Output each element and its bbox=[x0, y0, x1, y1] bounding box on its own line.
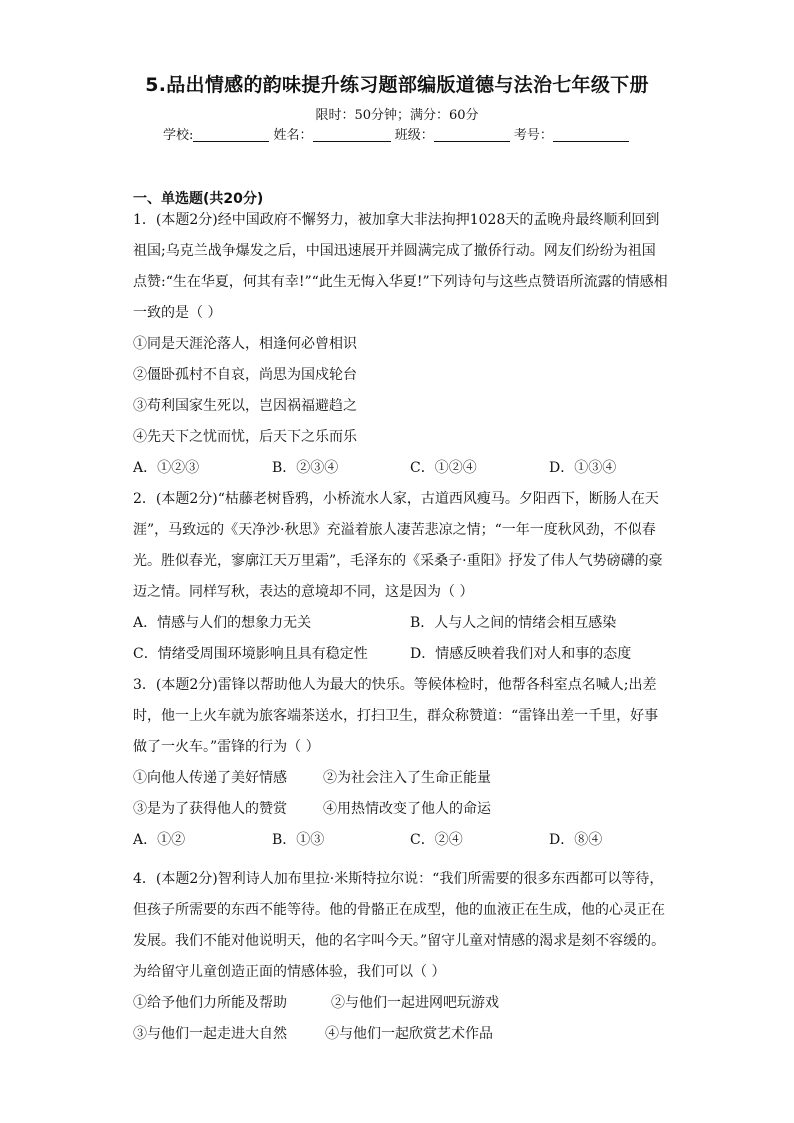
name-label: 姓名： bbox=[273, 128, 313, 143]
statement-item: ④用热情改变了他人的命运 bbox=[323, 801, 491, 817]
statement-row bbox=[133, 763, 663, 794]
statement-row bbox=[133, 1019, 663, 1050]
statement-item: ①同是天涯沦落人，相逢何必曾相识 bbox=[133, 336, 357, 352]
statement-item: ①向他人传递了美好情感 bbox=[133, 770, 287, 786]
question-text-line: 1．(本题2分)经中国政府不懈努力，被加拿大非法拘押1028天的孟晚舟最终顺利回到 bbox=[133, 212, 660, 228]
option-c[interactable]: C．情绪受周围环境影响且具有稳定性 bbox=[133, 646, 368, 662]
option-b[interactable]: B．人与人之间的情绪会相互感染 bbox=[410, 615, 617, 631]
class-label: 班级： bbox=[394, 128, 434, 143]
answer-options bbox=[133, 608, 663, 639]
option-a[interactable]: A．情感与人们的想象力无关 bbox=[133, 615, 312, 631]
option-d[interactable]: D．①③④ bbox=[549, 460, 617, 476]
class-blank[interactable] bbox=[434, 127, 510, 142]
question-text-line: 为给留守儿童创造正面的情感体验，我们可以（ ） bbox=[133, 964, 446, 980]
question-text-line: 2．(本题2分)“枯藤老树昏鸦，小桥流水人家，古道西风瘦马。夕阳西下，断肠人在天 bbox=[133, 491, 659, 507]
exam-number-label: 考号： bbox=[513, 128, 553, 143]
school-blank[interactable] bbox=[193, 127, 269, 142]
option-d[interactable]: D．情感反映着我们对人和事的态度 bbox=[410, 646, 632, 662]
option-c[interactable]: C．①②④ bbox=[410, 460, 477, 476]
question-text-line: 但孩子所需要的东西不能等待。他的骨骼正在成型，他的血液正在生成，他的心灵正在 bbox=[133, 902, 665, 918]
time-limit: 限时：50分钟；满分：60分 bbox=[315, 108, 479, 123]
statement-item: ②僵卧孤村不自哀，尚思为国戍轮台 bbox=[133, 367, 357, 383]
school-label: 学校: bbox=[163, 128, 194, 143]
option-b[interactable]: B．②③④ bbox=[272, 460, 339, 476]
option-a[interactable]: A．①② bbox=[133, 832, 186, 848]
question-text-line: 迈之情。同样写秋，表达的意境却不同，这是因为（ ） bbox=[133, 584, 474, 600]
option-b[interactable]: B．①③ bbox=[272, 832, 325, 848]
statement-item: ③苟利国家生死以，岂因祸福避趋之 bbox=[133, 398, 357, 414]
answer-options bbox=[133, 453, 663, 484]
exam-number-blank[interactable] bbox=[553, 127, 629, 142]
name-blank[interactable] bbox=[313, 127, 391, 142]
option-d[interactable]: D．⑧④ bbox=[549, 832, 603, 848]
statement-row bbox=[133, 988, 663, 1019]
statement-item: ④与他们一起欣赏艺术作品 bbox=[325, 1026, 493, 1042]
option-a[interactable]: A．①②③ bbox=[133, 460, 200, 476]
question-2 bbox=[133, 484, 663, 670]
question-text-line: 光。胜似春光，寥廓江天万里霜”，毛泽东的《采桑子·重阳》抒发了伟人气势磅礴的豪 bbox=[133, 553, 663, 569]
question-4 bbox=[133, 864, 666, 1050]
answer-options bbox=[133, 825, 663, 856]
statement-item: ②为社会注入了生命正能量 bbox=[323, 770, 491, 786]
question-text-line: 点赞:“生在华夏，何其有幸!”“此生无悔入华夏!”下列诗句与这些点赞语所流露的情感相 bbox=[133, 274, 668, 290]
question-text-line: 祖国;乌克兰战争爆发之后，中国迅速展开并圆满完成了撤侨行动。网友们纷纷为祖国 bbox=[133, 243, 656, 259]
question-1 bbox=[133, 205, 668, 484]
option-c[interactable]: C．②④ bbox=[410, 832, 463, 848]
student-info-line bbox=[163, 124, 629, 143]
question-text-line: 3．(本题2分)雷锋以帮助他人为最大的快乐。等候体检时，他帮各科室点名喊人;出差 bbox=[133, 677, 657, 693]
page-title: 5.品出情感的韵味提升练习题部编版道德与法治七年级下册 bbox=[145, 74, 649, 96]
question-text-line: 发展。我们不能对他说明天，他的名字叫今天。”留守儿童对情感的渴求是刻不容缓的。 bbox=[133, 933, 666, 949]
statement-item: ④先天下之忧而忧，后天下之乐而乐 bbox=[133, 429, 357, 445]
section-heading: 一、单选题(共20分) bbox=[133, 191, 264, 207]
answer-options bbox=[133, 639, 663, 670]
question-text-line: 时，他一上火车就为旅客端茶送水，打扫卫生，群众称赞道：“雷锋出差一千里，好事 bbox=[133, 708, 659, 724]
question-text-line: 做了一火车。”雷锋的行为（ ） bbox=[133, 739, 320, 755]
statement-row bbox=[133, 794, 663, 825]
statement-item: ③与他们一起走进大自然 bbox=[133, 1026, 287, 1042]
question-text-line: 涯”，马致远的《天净沙·秋思》充溢着旅人凄苦悲凉之情；“一年一度秋风劲，不似春 bbox=[133, 522, 656, 538]
question-text-line: 一致的是（ ） bbox=[133, 305, 222, 321]
question-3 bbox=[133, 670, 663, 856]
question-text-line: 4．(本题2分)智利诗人加布里拉·米斯特拉尔说：“我们所需要的很多东西都可以等待， bbox=[133, 871, 664, 887]
statement-item: ③是为了获得他人的赞赏 bbox=[133, 801, 287, 817]
statement-item: ②与他们一起进网吧玩游戏 bbox=[331, 995, 499, 1011]
statement-item: ①给予他们力所能及帮助 bbox=[133, 995, 287, 1011]
